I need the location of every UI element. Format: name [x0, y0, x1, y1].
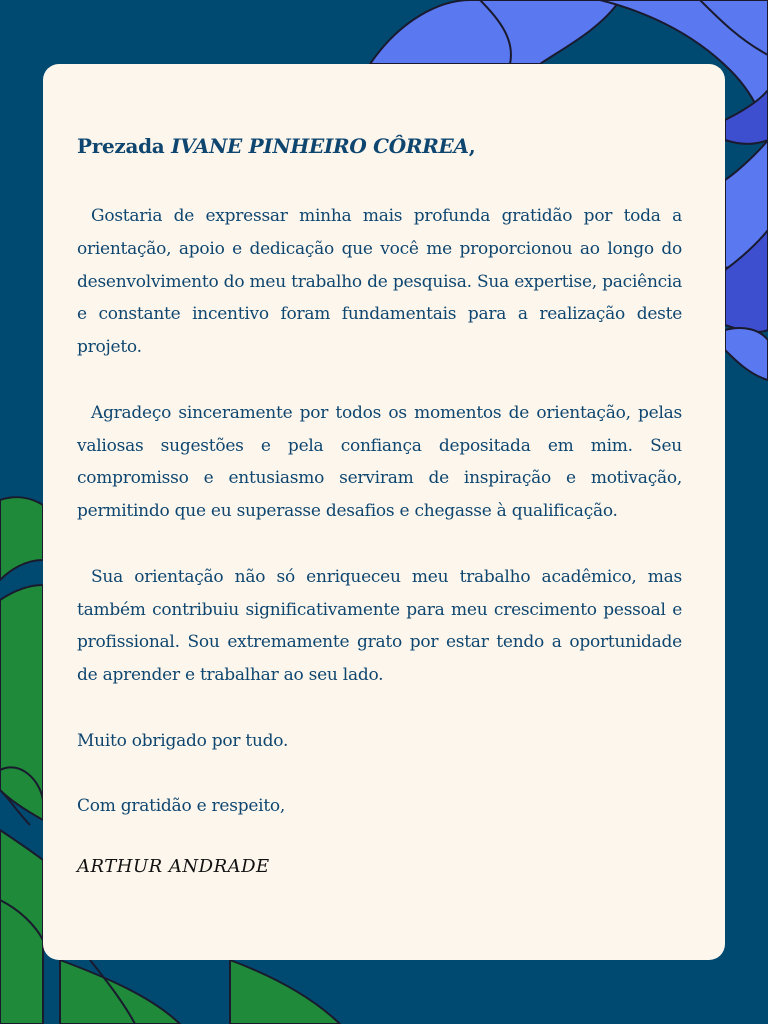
salutation — [77, 134, 682, 158]
letter-card — [43, 64, 725, 960]
salutation-suffix: , — [468, 134, 476, 158]
signature: ARTHUR ANDRADE — [77, 855, 270, 877]
letter-paragraph-1: Gostaria de expressar minha mais profunda gratidão por toda a orientação, apoio e dedicação que você me proporcionou ao longo do desenvolvimento do meu trabalho de pesquisa. Sua expertise, paciência e constante incentivo foram fundamentais para a realização deste projeto. — [77, 206, 682, 358]
letter-paragraph-2: Agradeço sinceramente por todos os momentos de orientação, pelas valiosas sugestões e pela confiança depositada em mim. Seu compromisso e entusiasmo serviram de inspiração e motivação, permitindo que eu superasse desafios e chegasse à qualificação. — [77, 402, 682, 522]
letter-paragraph-3: Sua orientação não só enriqueceu meu trabalho acadêmico, mas também contribuiu significativamente para meu crescimento pessoal e profissional. Sou extremamente grato por estar tendo a oportunidade de aprender e trabalhar ao seu lado. — [77, 566, 682, 686]
recipient-name: IVANE PINHEIRO CÔRREA — [171, 134, 469, 158]
salutation-prefix: Prezada — [77, 134, 172, 158]
closing-line: Com gratidão e respeito, — [77, 796, 286, 817]
thanks-line: Muito obrigado por tudo. — [77, 730, 289, 751]
